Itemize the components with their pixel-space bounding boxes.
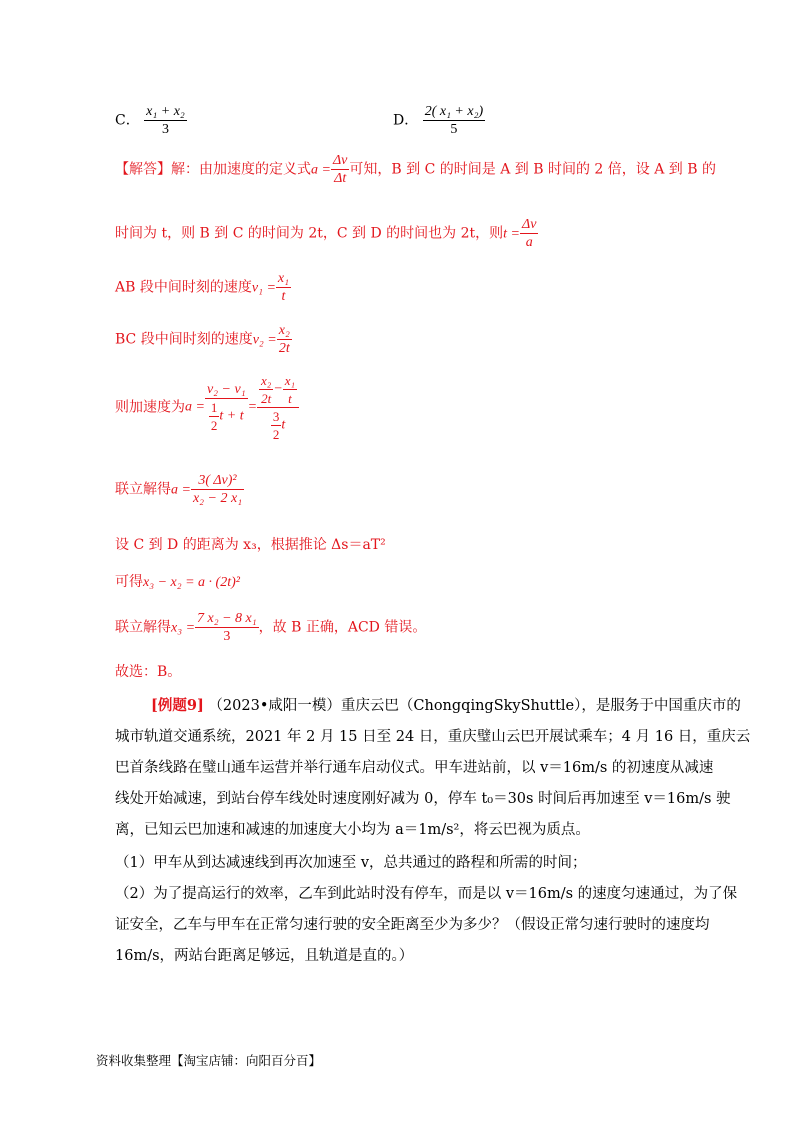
option-c-fraction [144,103,187,138]
solution-text: 则加速度为 [115,399,185,416]
example-line-4: 线处开始减速，到站台停车线处时速度刚好减为 0，停车 t₀＝30s 时间后再加速至 v＝16m/s 驶 [115,791,731,807]
fraction-numerator: x₂ [261,373,272,388]
fraction-numerator: 7 x₂ − 8 x₁ [197,611,257,626]
solution-line-4 [115,322,292,357]
minus-sign: − [273,381,283,397]
solution-text: 可知，B 到 C 的时间是 A 到 B 时间的 2 倍，设 A 到 B 的 [349,161,716,178]
example-9 [115,690,751,846]
example-line-2: 城市轨道交通系统，2021 年 2 月 15 日至 24 日，重庆璧山云巴开展试乘车；4 月 16 日，重庆云 [115,729,751,745]
question-2-line-1: （2）为了提高运行的效率，乙车到此站时没有停车，而是以 v＝16m/s 的速度匀速通过，为了保 [115,886,738,902]
fraction-denominator: 2t [278,341,290,356]
fraction-denominator: Δt [334,171,347,186]
solution-line-8 [115,572,240,593]
fraction-denominator [257,408,299,443]
equals-sign: = [247,399,258,415]
solution-text: 联立解得 [115,619,171,636]
example-line-1 [115,690,741,722]
accel-fraction-2 [257,372,299,443]
solution-line-7: 设 C 到 D 的距离为 x₃，根据推论 Δs＝aT² [115,537,386,553]
example-line-5: 离，已知云巴加速和减速的加速度大小均为 a＝1m/s²，将云巴视为质点。 [115,822,590,838]
fraction-numerator: Δv [521,217,537,232]
half-fraction [209,399,220,434]
fraction-denominator [205,399,248,434]
fraction-denominator: 2t [261,391,272,406]
denominator-term: t + t [219,408,244,424]
solution-text: 可得 [115,574,143,590]
option-c-numerator: x₁ + x₂ [146,104,185,119]
fraction-numerator: x₂ [278,323,290,338]
question-2-line-2: 证安全，乙车与甲车在正常匀速行驶的安全距离至少为多少？（假设正常匀速行驶时的速度均 [115,917,710,933]
option-d-fraction [423,103,485,138]
displacement-relation: x₃ − x₂ = a · (2t)² [143,575,240,590]
solution-line-5 [115,372,299,443]
solution-text: AB 段中间时刻的速度 [115,279,252,296]
option-c-label: C． [115,112,140,129]
x1-over-t-fraction [283,372,297,407]
fraction-denominator: t [288,391,292,406]
solution-line-2 [115,216,538,251]
option-d-label: D． [393,112,419,129]
solution-line-6 [115,472,244,507]
solution-text: 联立解得 [115,481,171,498]
solution-line-3 [115,270,291,305]
formula-lhs: v₂ = [252,332,277,348]
fraction-numerator: x₁ [284,373,296,388]
fraction-denominator: 2 [272,427,280,442]
option-d [393,103,485,138]
option-d-denominator: 5 [450,122,458,137]
solution-line-1 [115,152,716,187]
formula-lhs: x₃ = [171,620,196,636]
option-c-denominator: 3 [161,122,169,137]
solution-line-9 [115,610,426,645]
solution-tag: 【解答】 [115,161,171,178]
fraction-denominator: a [525,235,533,250]
fraction-numerator: x₁ [277,271,289,286]
accel-result-fraction [191,472,244,507]
fraction-denominator: 2 [210,418,218,433]
fraction-numerator [257,372,299,408]
question-2-line-3: 16m/s，两站台距离足够远，且轨道是直的。） [115,948,414,964]
fraction-denominator: x₂ − 2 x₁ [192,491,243,506]
footer-note: 资料收集整理【淘宝店铺：向阳百分百】 [96,1053,322,1068]
x2-over-2t-fraction [259,372,273,407]
time-fraction [520,216,538,251]
x3-result-fraction [195,610,259,645]
fraction-numerator: Δv [332,153,348,168]
solution-text: BC 段中间时刻的速度 [115,331,253,348]
solution-text: 时间为 t，则 B 到 C 的时间为 2t，C 到 D 的时间也为 2t，则 [115,225,504,242]
example-line-3: 巴首条线路在璧山通车运营并举行通车启动仪式。甲车进站前，以 v＝16m/s 的初速度从减速 [115,760,714,776]
solution-text: ，故 B 正确，ACD 错误。 [258,619,427,636]
three-halves-fraction [271,408,282,443]
formula-lhs: v₁ = [251,280,276,296]
v2-fraction [277,322,292,357]
fraction-numerator: v₂ − v₁ [206,382,246,397]
solution-text: 解：由加速度的定义式 [171,161,311,178]
denominator-term: t [281,417,286,433]
formula-lhs: a = [311,162,331,178]
v1-fraction [276,270,291,305]
option-c [115,103,187,138]
fraction-denominator: 3 [223,629,231,644]
fraction-numerator: 3 [272,409,280,424]
example-source: （2023•咸阳一模） [208,698,341,714]
fraction-numerator: 3( Δv)² [191,472,244,490]
example-text: 重庆云巴（ChongqingSkyShuttle），是服务于中国重庆市的 [340,698,741,714]
formula-lhs: a = [171,482,191,498]
formula-lhs: t = [503,226,520,242]
question-1: （1）甲车从到达减速线到再次加速至 v，总共通过的路程和所需的时间； [115,855,587,871]
fraction-numerator: 1 [210,400,218,415]
option-d-numerator: 2( x₁ + x₂) [424,104,484,119]
accel-definition-fraction [331,152,349,187]
question-block [115,848,738,972]
answer-line: 故选：B。 [115,664,182,680]
fraction-denominator: t [281,289,286,304]
accel-fraction-1 [205,381,248,434]
formula-lhs: a = [185,399,205,415]
example-label: [例题9] [151,697,204,714]
